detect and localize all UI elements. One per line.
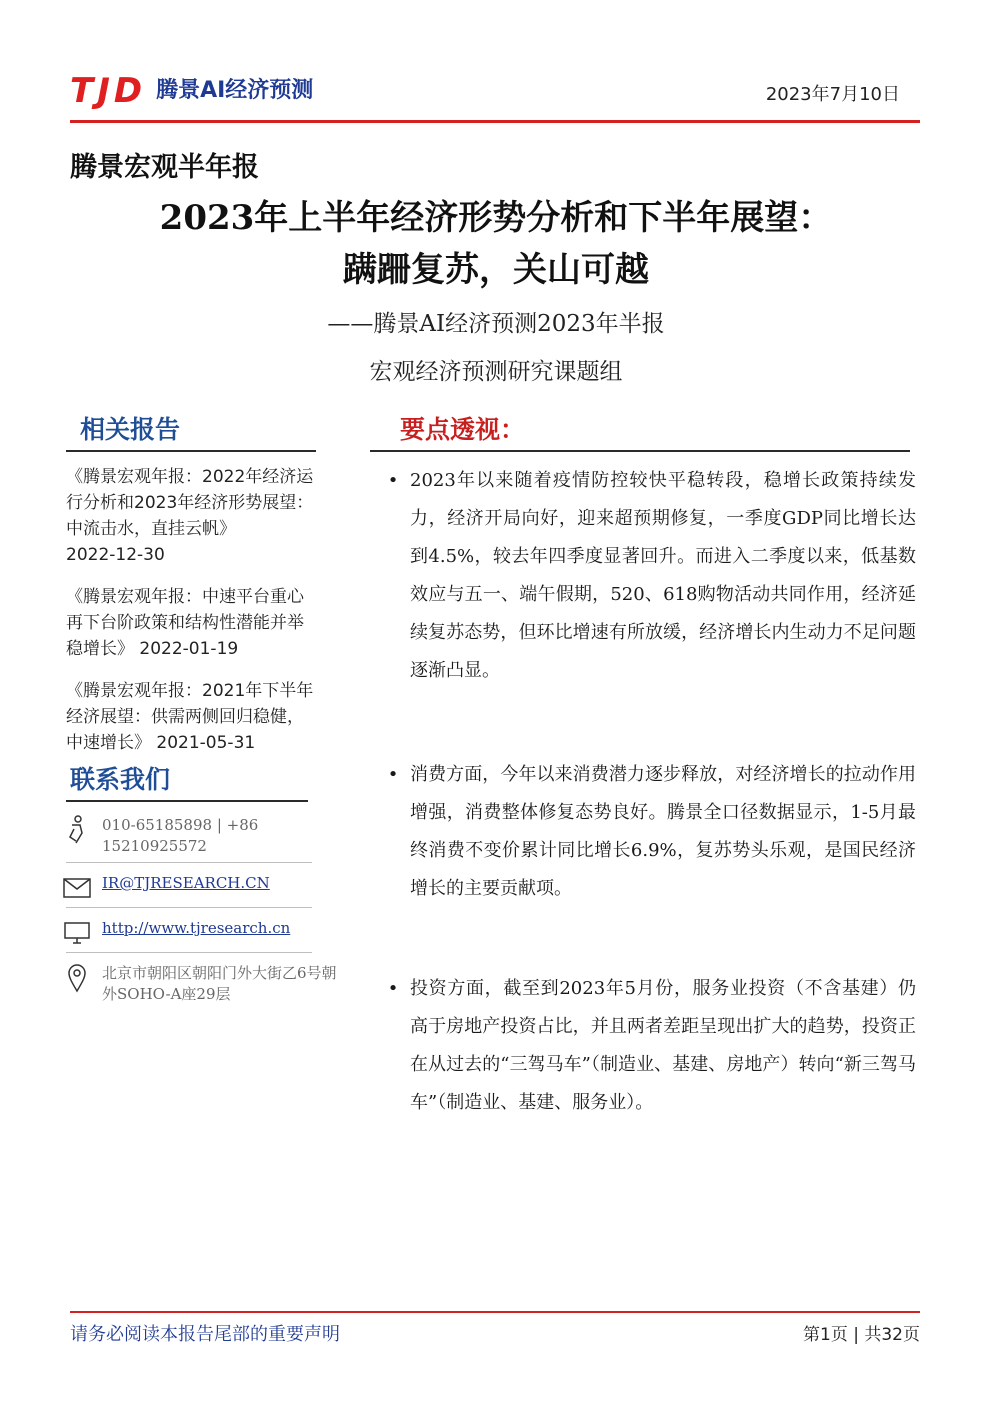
contact-phone-row (62, 815, 292, 857)
logo-mark: TJD (70, 71, 147, 111)
related-report-title: 《腾景宏观年报：2022年经济运行分析和2023年经济形势展望：中流击水，直挂云帆》 (66, 467, 314, 539)
related-report-item[interactable] (66, 584, 316, 662)
highlight-bullet (376, 970, 916, 1122)
header-divider (70, 120, 920, 123)
related-reports-heading: 相关报告 (80, 415, 181, 444)
report-date: 2023年7月10日 (765, 84, 900, 105)
office-address: 北京市朝阳区朝阳门外大街乙6号朝外SOHO-A座29层 (102, 964, 337, 1003)
contact-heading: 联系我们 (70, 765, 171, 794)
highlight-text: 消费方面，今年以来消费潜力逐步释放，对经济增长的拉动作用增强，消费整体修复态势良好。腾景全口径数据显示，1-5月最终消费不变价累计同比增长6.9%，复苏势头乐观，是国民经济增长的主要贡献项。 (410, 764, 916, 899)
contact-separator (66, 907, 312, 908)
report-subtitle: ——腾景AI经济预测2023年半报 (327, 311, 665, 337)
report-series: 腾景宏观半年报 (70, 152, 259, 183)
phone-number: 010-65185898 | +86 15210925572 (102, 816, 259, 855)
highlight-text: 2023年以来随着疫情防控较快平稳转段，稳增长政策持续发力，经济开局向好，迎来超预期修复，一季度GDP同比增长达到4.5%，较去年四季度显著回升。而进入二季度以来，低基数效应与五一、端午假期，520、618购物活动共同作用，经济延续复苏态势，但环比增速有所放缓，经济增长内生动力不足问题逐渐凸显。 (410, 470, 916, 681)
highlight-bullet (376, 462, 916, 690)
research-group: 宏观经济预测研究课题组 (369, 359, 623, 385)
tjd-logo (70, 71, 314, 111)
related-report-date: 2022-12-30 (66, 545, 165, 565)
bullet-icon: • (387, 764, 399, 785)
bullet-icon: • (387, 978, 399, 999)
related-report-date: 2022-01-19 (139, 639, 239, 659)
page-indicator: 第1页 | 共32页 (803, 1325, 920, 1345)
highlights-heading: 要点透视： (400, 415, 526, 444)
contact-divider (66, 800, 308, 802)
contact-separator (66, 862, 312, 863)
highlight-text: 投资方面，截至到2023年5月份，服务业投资（不含基建）仍高于房地产投资占比，并且两者差距呈现出扩大的趋势，投资正在从过去的“三驾马车”（制造业、基建、房地产）转向“新三驾马车”（制造业、基建、服务业）。 (410, 978, 916, 1113)
contact-website-row (62, 918, 290, 948)
contact-separator (66, 952, 312, 953)
related-report-item[interactable] (66, 464, 316, 568)
phone-icon (62, 815, 92, 845)
contact-address-row (62, 963, 340, 1005)
location-pin-icon (62, 963, 92, 993)
logo-text: 腾景AI经济预测 (156, 78, 314, 103)
related-reports-divider (66, 450, 316, 452)
report-title-line1: 2023年上半年经济形势分析和下半年展望： (159, 198, 833, 238)
bullet-icon: • (387, 470, 399, 491)
footer-disclaimer: 请务必阅读本报告尾部的重要声明 (70, 1324, 340, 1345)
email-link[interactable]: IR@TJRESEARCH.CN (102, 874, 270, 892)
related-report-date: 2021-05-31 (156, 733, 256, 753)
footer-divider (70, 1311, 920, 1313)
related-report-title: 《腾景宏观年报：2021年下半年经济展望：供需两侧回归稳健，中速增长》 (66, 681, 314, 753)
mail-icon (62, 873, 92, 903)
related-report-title: 《腾景宏观年报：中速平台重心再下台阶政策和结构性潜能并举稳增长》 (66, 587, 304, 659)
report-title-line2: 蹒跚复苏，关山可越 (343, 250, 649, 290)
highlight-bullet (376, 756, 916, 908)
related-report-item[interactable] (66, 678, 316, 756)
highlights-divider (370, 450, 910, 452)
contact-email-row (62, 873, 270, 903)
website-link[interactable]: http://www.tjresearch.cn (102, 919, 291, 937)
monitor-icon (62, 918, 92, 948)
